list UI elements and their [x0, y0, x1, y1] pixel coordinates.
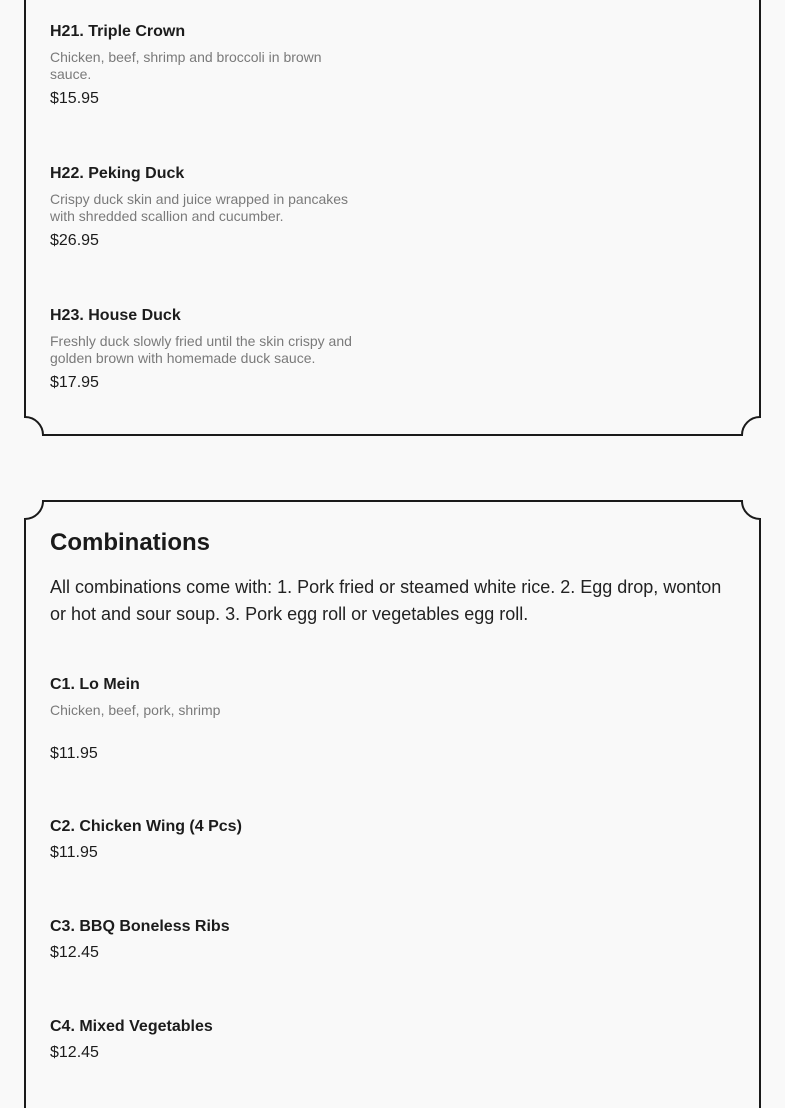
item-name: H21. Triple Crown: [50, 23, 186, 40]
menu-item[interactable]: [50, 917, 230, 963]
item-description: Crispy duck skin and juice wrapped in pancakes with shredded scallion and cucumber.: [50, 191, 349, 224]
item-description: Freshly duck slowly fried until the skin crispy and golden brown with homemade duck sauce.: [50, 333, 352, 366]
menu-item[interactable]: [50, 817, 242, 863]
menu-item[interactable]: [50, 306, 355, 393]
section-title: Combinations: [50, 529, 210, 556]
menu-item[interactable]: [50, 22, 355, 109]
item-description: Chicken, beef, shrimp and broccoli in brown sauce.: [50, 49, 322, 82]
section-description: All combinations come with: 1. Pork fried or steamed white rice. 2. Egg drop, wonton or hot and sour soup. 3. Pork egg roll or vegetables egg roll.: [50, 577, 722, 624]
item-name: H23. House Duck: [50, 307, 181, 324]
menu-item[interactable]: [50, 675, 355, 764]
item-name: C2. Chicken Wing (4 Pcs): [50, 818, 242, 835]
item-price: $12.45: [50, 1044, 99, 1061]
item-price: $17.95: [50, 374, 99, 391]
item-price: $15.95: [50, 90, 99, 107]
item-name: H22. Peking Duck: [50, 165, 185, 182]
item-name: C3. BBQ Boneless Ribs: [50, 918, 230, 935]
item-name: C1. Lo Mein: [50, 676, 140, 693]
item-price: $12.45: [50, 944, 99, 961]
menu-section-card: [24, 0, 761, 436]
item-price: $11.95: [50, 745, 98, 762]
item-description: Chicken, beef, pork, shrimp: [50, 702, 221, 718]
item-name: C4. Mixed Vegetables: [50, 1018, 213, 1035]
menu-item[interactable]: [50, 164, 355, 251]
menu-section-card: [24, 500, 761, 1108]
menu-item[interactable]: [50, 1017, 213, 1063]
item-price: $11.95: [50, 844, 98, 861]
item-price: $26.95: [50, 232, 99, 249]
